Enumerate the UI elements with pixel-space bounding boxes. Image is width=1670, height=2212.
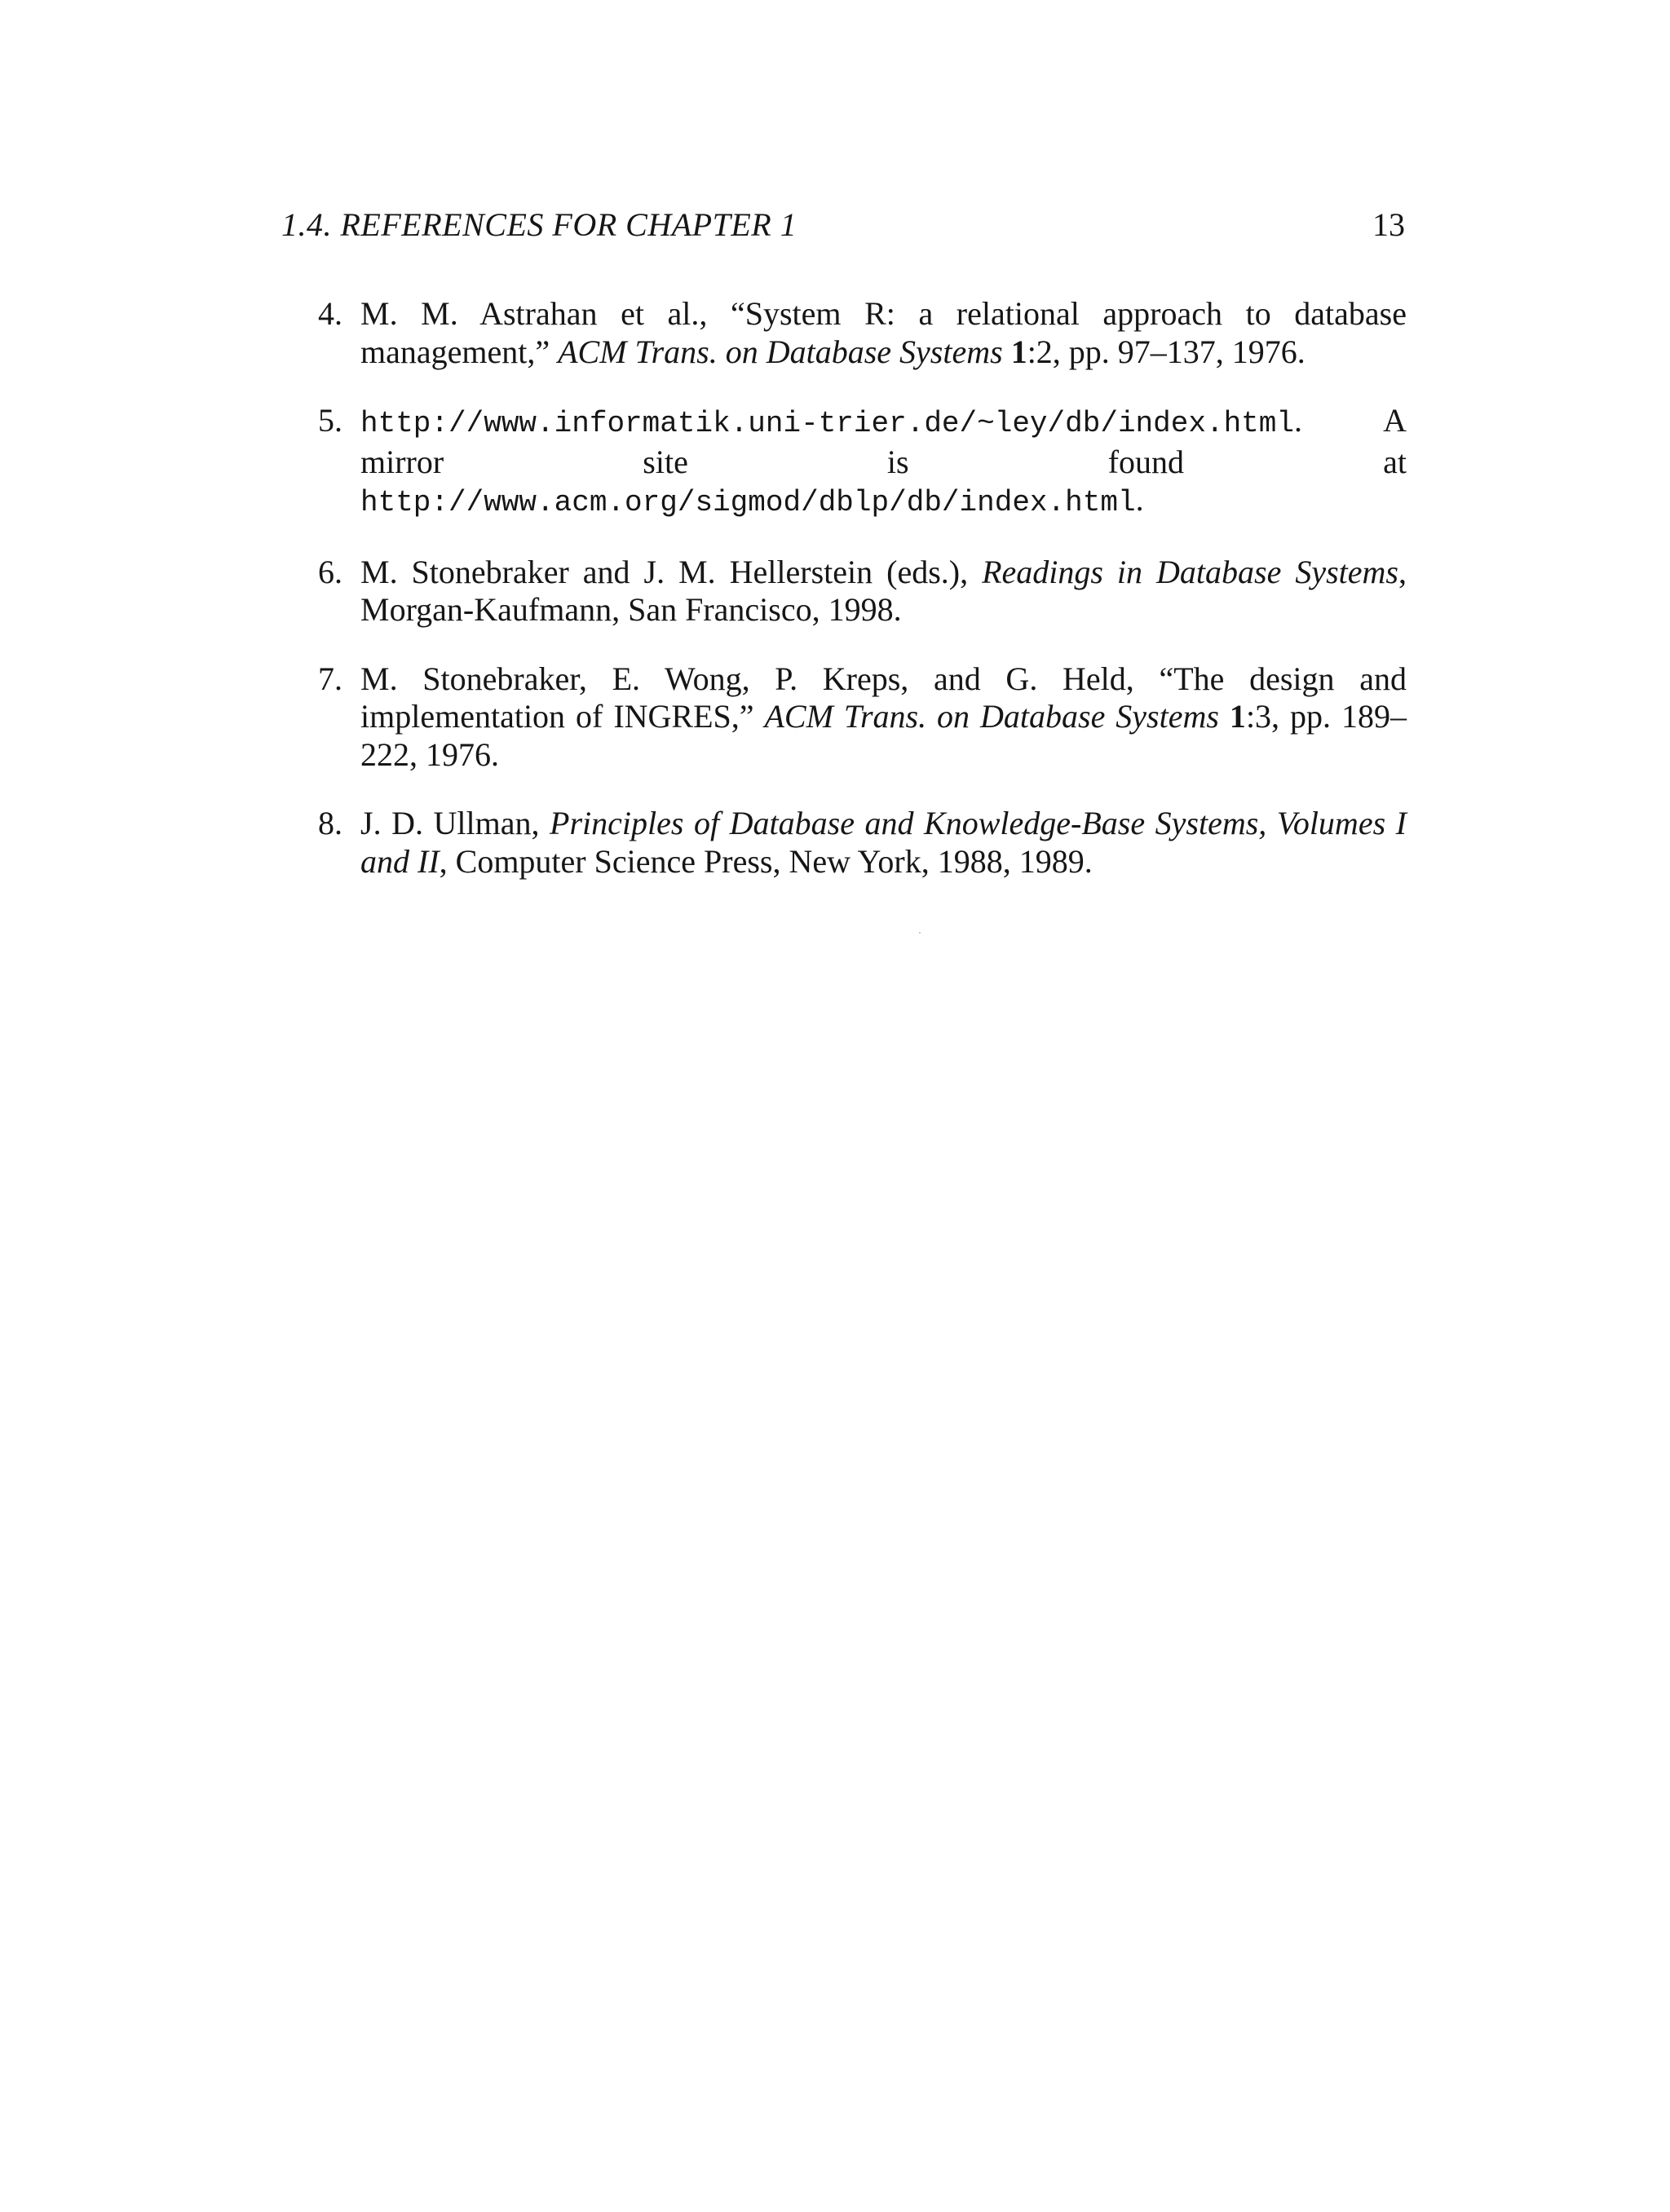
reference-authors: M. Stonebraker, E. Wong, P. Kreps, and G. Held,: [360, 660, 1160, 697]
reference-mirror-url: http://www.acm.org/sigmod/dblp/db/index.html: [360, 486, 1136, 519]
reference-item: [318, 660, 1407, 775]
reference-details: :2, pp. 97–137, 1976.: [1027, 333, 1306, 370]
reference-text: [360, 660, 1407, 775]
reference-details: , Computer Science Press, New York, 1988, 1989.: [439, 842, 1093, 880]
reference-authors: M. M. Astrahan et al.,: [360, 295, 731, 332]
reference-text: [360, 402, 1407, 523]
reference-details: :3, pp. 189–222, 1976.: [360, 698, 1407, 773]
reference-text: [360, 805, 1407, 881]
reference-item: [318, 805, 1407, 881]
page-number: 13: [1372, 206, 1405, 243]
reference-number: 5.: [318, 402, 342, 439]
reference-text: [360, 554, 1407, 629]
reference-number: 8.: [318, 805, 342, 841]
reference-title: “System R: a relational approach to database management,”: [360, 295, 1407, 370]
reference-details: , Morgan-Kaufmann, San Francisco, 1998.: [360, 553, 1407, 628]
reference-journal: ACM Trans. on Database Systems: [764, 698, 1219, 735]
reference-volume: 1: [1002, 333, 1027, 370]
reference-number: 6.: [318, 553, 342, 590]
reference-item: [318, 295, 1407, 371]
reference-text: [360, 295, 1407, 371]
reference-url: http://www.informatik.uni-trier.de/~ley/db/index.html: [360, 407, 1294, 440]
running-header: [281, 201, 1405, 249]
reference-number: 4.: [318, 295, 342, 332]
reference-text-middle: . A mirror site is found at: [360, 402, 1407, 480]
reference-item: [318, 402, 1407, 523]
reference-title: “The design and implementation of INGRES,”: [360, 660, 1407, 735]
reference-journal: ACM Trans. on Database Systems: [558, 333, 1003, 370]
reference-list: [318, 295, 1407, 912]
reference-authors: J. D. Ullman,: [360, 805, 550, 841]
reference-text-end: .: [1135, 481, 1144, 518]
reference-number: 7.: [318, 660, 342, 697]
reference-item: [318, 554, 1407, 629]
reference-authors: M. Stonebraker and J. M. Hellerstein (eds.),: [360, 553, 983, 590]
reference-volume: 1: [1218, 698, 1246, 735]
reference-title: Readings in Database Systems: [982, 553, 1398, 590]
scan-speck: [919, 932, 921, 934]
chapter-section-title: 1.4. REFERENCES FOR CHAPTER 1: [281, 206, 797, 243]
reference-title: Principles of Database and Knowledge-Base Systems, Volumes I and II: [360, 805, 1407, 880]
